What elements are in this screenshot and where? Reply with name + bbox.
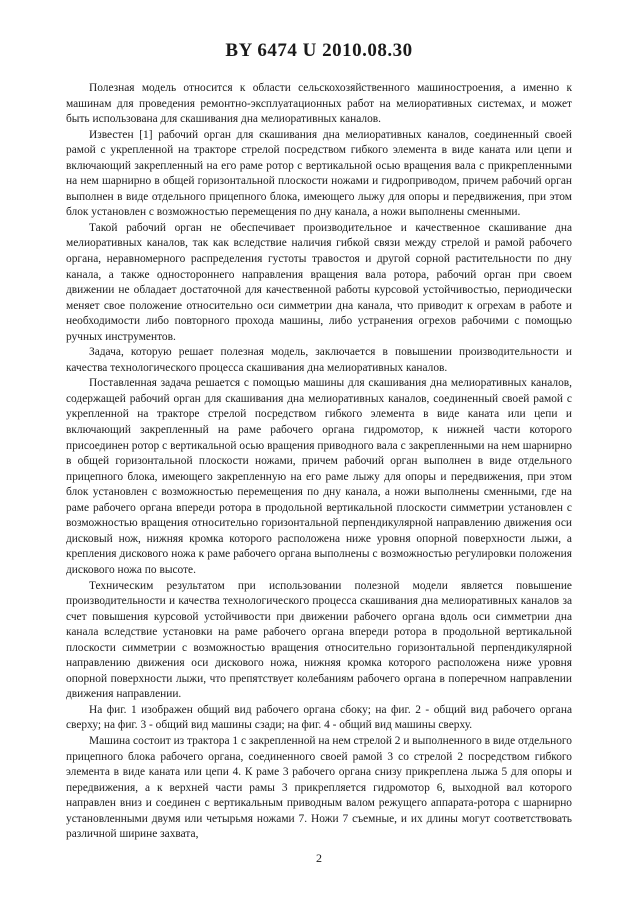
- paragraph: Машина состоит из трактора 1 с закрепленной на нем стрелой 2 и выполненного в виде отдельного прицепного блока рабочего органа, соединенного своей рамой 3 со стрелой 2 посредством гибкого элемента в виде каната или цепи 4. К раме 3 рабочего органа снизу прикреплена лыжа 5 для опоры и передвижения, а к верхней части рамы 3 прикрепляется гидромотор 6, выходной вал которого направлен вниз и соединен с вертикальным приводным валом режущего аппарата-ротора с шарнирно установленными двумя или четырьмя ножами 7. Ножи 7 съемные, и их длины могут соответствовать различной ширине захвата,: [66, 734, 572, 841]
- document-body: [66, 81, 572, 843]
- paragraph: Техническим результатом при использовании полезной модели является повышение производительности и качества технологического процесса скашивания дна мелиоративных каналов за счет повышения курсовой устойчивости при движении рабочего органа вдоль оси симметрии дна канала вследствие установки на раме рабочего органа впереди ротора в продольной вертикальной плоскости симметрии с возможностью вращения относительно горизонтальной перпендикулярной направлению движения оси дискового ножа, нижняя кромка которого расположена ниже уровня опорной поверхности лыжи, что препятствует колебаниям рабочего органа в поперечном направлении движения направлении.: [66, 579, 572, 701]
- paragraph: Такой рабочий орган не обеспечивает производительное и качественное скашивание дна мелиоративных каналов, так как вследствие наличия гибкой связи между стрелой и рамой рабочего органа, неравномерного распределения густоты травостоя и другой сорной растительности по дну канала, а также одностороннего направления вращения вала ротора, рабочий орган при своем движении не обладает достаточной для качественной работы курсовой устойчивостью, периодически меняет свое положение относительно оси симметрии дна канала, что приводит к огрехам в работе и необходимости либо повторного прохода машины, либо устранения огрехов рабочими с помощью ручных инструментов.: [66, 221, 572, 343]
- paragraph: На фиг. 1 изображен общий вид рабочего органа сбоку; на фиг. 2 - общий вид рабочего органа сверху; на фиг. 3 - общий вид машины сзади; на фиг. 4 - общий вид машины сверху.: [66, 703, 572, 732]
- page-number: 2: [316, 851, 322, 865]
- paragraph: Поставленная задача решается с помощью машины для скашивания дна мелиоративных каналов, содержащей рабочий орган для скашивания дна мелиоративных каналов, соединенный своей рамой с укрепленной на тракторе стрелой посредством гибкого элемента в виде каната или цепи и включающий закрепленный на раме рабочего органа гидромотор, к нижней части которого присоединен ротор с вертикальной осью вращения приводного вала с закрепленными на нем шарнирно в общей горизонтальной плоскости ножами, причем рабочий орган выполнен в виде отдельного прицепного блока, имеющего закрепленную на его раме лыжу для опоры и передвижения, при этом блок установлен с возможностью перемещения по дну канала, а ножи выполнены сменными, где на раме рабочего органа впереди ротора в продольной вертикальной плоскости симметрии установлен с возможностью вращения относительно горизонтальной перпендикулярной направлению движения оси дисковый нож, нижняя кромка которого расположена ниже уровня опорной поверхности лыжи, а крепления дискового ножа к раме рабочего органа выполнены с возможностью регулировки положения дискового ножа по высоте.: [66, 377, 572, 576]
- patent-header: BY 6474 U 2010.08.30: [225, 40, 413, 61]
- paragraph: Задача, которую решает полезная модель, заключается в повышении производительности и качества технологического процесса скашивания дна мелиоративных каналов.: [66, 346, 572, 374]
- paragraph: Известен [1] рабочий орган для скашивания дна мелиоративных каналов, соединенный своей рамой с укрепленной на тракторе стрелой посредством гибкого элемента в виде каната или цепи и включающий закрепленный на его раме ротор с вертикальной осью вращения вала с прикрепленными на нем шарнирно в общей горизонтальной плоскости ножами и гидроприводом, причем рабочий орган выполнен в виде отдельного прицепного блока, имеющего лыжу для опоры и передвижения, при этом блок установлен с возможностью перемещения по дну канала, а ножи выполнены сменными.: [66, 128, 572, 219]
- paragraph: Полезная модель относится к области сельскохозяйственного машиностроения, а именно к машинам для проведения ремонтно-эксплуатационных работ на мелиоративных системах, и может быть использована для скашивания дна мелиоративных каналов.: [66, 82, 572, 126]
